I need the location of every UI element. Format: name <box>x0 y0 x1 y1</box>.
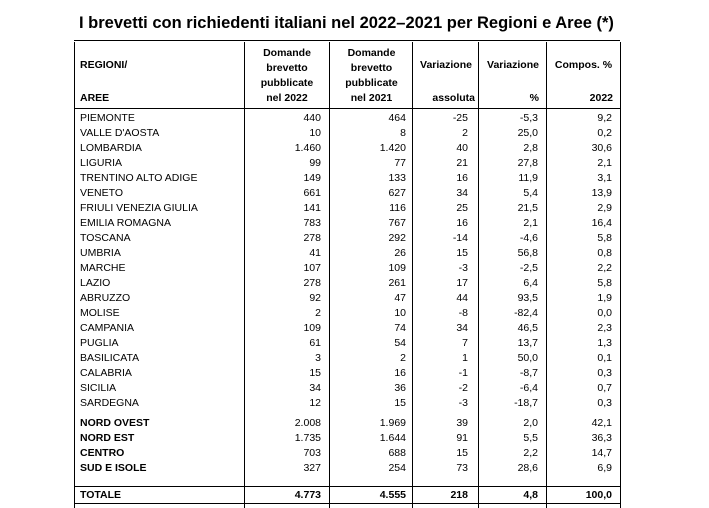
table-row <box>74 366 620 381</box>
header-line: pubblicate <box>345 77 398 89</box>
table-row <box>74 431 620 446</box>
total-d2022: 4.773 <box>294 489 321 501</box>
cell-abs: 34 <box>456 322 468 334</box>
cell-pct: 21,5 <box>517 202 538 214</box>
cell-pct: -82,4 <box>514 307 538 319</box>
cell-comp: 2,9 <box>597 202 612 214</box>
row-label: ABRUZZO <box>80 292 131 304</box>
header-regioni: REGIONI/ <box>80 59 128 71</box>
cell-abs: 25 <box>456 202 468 214</box>
row-label: LAZIO <box>80 277 111 289</box>
cell-pct: 50,0 <box>517 352 538 364</box>
table-row <box>74 416 620 431</box>
row-label: PIEMONTE <box>80 112 135 124</box>
cell-d2022: 99 <box>309 157 321 169</box>
row-label: NORD EST <box>80 432 135 444</box>
table-row <box>74 336 620 351</box>
cell-d2022: 92 <box>309 292 321 304</box>
cell-comp: 0,7 <box>597 382 612 394</box>
cell-abs: 40 <box>456 142 468 154</box>
cell-pct: -8,7 <box>519 367 538 379</box>
table-header <box>74 42 620 108</box>
table-row <box>74 246 620 261</box>
cell-pct: -4,6 <box>519 232 538 244</box>
cell-d2022: 61 <box>309 337 321 349</box>
cell-pct: 2,2 <box>523 447 538 459</box>
cell-pct: 27,8 <box>517 157 538 169</box>
cell-d2021: 26 <box>394 247 406 259</box>
cell-d2021: 77 <box>394 157 406 169</box>
cell-pct: 2,8 <box>523 142 538 154</box>
cell-abs: 1 <box>462 352 468 364</box>
table-row <box>74 171 620 186</box>
cell-d2022: 1.460 <box>294 142 321 154</box>
cell-abs: 73 <box>456 462 468 474</box>
row-label: UMBRIA <box>80 247 121 259</box>
cell-d2022: 783 <box>303 217 321 229</box>
header-line: nel 2021 <box>350 92 393 104</box>
row-label: MOLISE <box>80 307 120 319</box>
row-label: CALABRIA <box>80 367 132 379</box>
header-variazione-pct-bottom: % <box>529 92 539 104</box>
cell-comp: 3,1 <box>597 172 612 184</box>
cell-d2022: 41 <box>309 247 321 259</box>
header-line: Domande <box>347 47 396 59</box>
table-row <box>74 216 620 231</box>
total-bottom-border <box>74 503 620 504</box>
cell-comp: 0,0 <box>597 307 612 319</box>
row-label: MARCHE <box>80 262 126 274</box>
table-row <box>74 351 620 366</box>
cell-comp: 2,1 <box>597 157 612 169</box>
row-label: BASILICATA <box>80 352 140 364</box>
cell-d2021: 116 <box>389 202 406 214</box>
cell-abs: 39 <box>456 417 468 429</box>
header-variazione-pct-top: Variazione <box>487 59 539 71</box>
header-line: Domande <box>263 47 311 59</box>
cell-pct: 46,5 <box>517 322 538 334</box>
table-row <box>74 291 620 306</box>
col-border-right <box>620 42 621 508</box>
table-row <box>74 306 620 321</box>
cell-d2021: 10 <box>394 307 406 319</box>
cell-abs: 91 <box>456 432 468 444</box>
cell-d2022: 2.008 <box>294 417 321 429</box>
row-label: CAMPANIA <box>80 322 135 334</box>
row-label: LIGURIA <box>80 157 123 169</box>
table-row <box>74 461 620 476</box>
cell-abs: 15 <box>456 247 468 259</box>
cell-comp: 0,3 <box>597 367 612 379</box>
table-row <box>74 126 620 141</box>
total-pct: 4,8 <box>523 489 538 501</box>
cell-comp: 14,7 <box>591 447 612 459</box>
table-title: I brevetti con richiedenti italiani nel 2022–2021 per Regioni e Aree (*) <box>79 14 614 32</box>
row-label: NORD OVEST <box>80 417 150 429</box>
row-label: VALLE D'AOSTA <box>80 127 160 139</box>
total-abs: 218 <box>450 489 468 501</box>
table-row <box>74 396 620 411</box>
row-label: TRENTINO ALTO ADIGE <box>80 172 198 184</box>
table-row <box>74 156 620 171</box>
cell-d2022: 107 <box>303 262 321 274</box>
cell-abs: 17 <box>456 277 468 289</box>
cell-pct: 2,1 <box>523 217 538 229</box>
cell-pct: 25,0 <box>517 127 538 139</box>
cell-abs: 7 <box>462 337 468 349</box>
cell-d2021: 2 <box>400 352 406 364</box>
cell-abs: -8 <box>458 307 468 319</box>
cell-abs: 2 <box>462 127 468 139</box>
cell-abs: 44 <box>456 292 468 304</box>
header-compos-bottom: 2022 <box>589 92 613 104</box>
cell-comp: 0,8 <box>597 247 612 259</box>
cell-comp: 1,3 <box>597 337 612 349</box>
row-label: EMILIA ROMAGNA <box>80 217 172 229</box>
cell-d2021: 767 <box>388 217 406 229</box>
cell-d2022: 1.735 <box>294 432 321 444</box>
total-d2021: 4.555 <box>379 489 406 501</box>
header-variazione-assoluta-top: Variazione <box>420 59 472 71</box>
row-label: SICILIA <box>80 382 117 394</box>
table-row <box>74 201 620 216</box>
header-domande-2021 <box>330 46 413 106</box>
cell-abs: -3 <box>458 397 468 409</box>
cell-d2022: 3 <box>315 352 321 364</box>
header-line: brevetto <box>350 62 393 74</box>
cell-pct: 28,6 <box>517 462 538 474</box>
cell-d2022: 440 <box>303 112 321 124</box>
table-row <box>74 261 620 276</box>
table-top-border <box>74 40 620 41</box>
table-row <box>74 276 620 291</box>
cell-abs: 21 <box>456 157 468 169</box>
row-label: SUD E ISOLE <box>80 462 147 474</box>
cell-d2021: 8 <box>400 127 406 139</box>
cell-comp: 5,8 <box>597 232 612 244</box>
cell-abs: -14 <box>452 232 468 244</box>
cell-d2022: 149 <box>303 172 321 184</box>
cell-pct: 56,8 <box>517 247 538 259</box>
cell-comp: 0,1 <box>597 352 612 364</box>
header-aree: AREE <box>80 92 110 104</box>
cell-d2022: 661 <box>303 187 321 199</box>
row-label: FRIULI VENEZIA GIULIA <box>80 202 198 214</box>
cell-abs: -25 <box>452 112 468 124</box>
cell-d2021: 15 <box>394 397 406 409</box>
cell-comp: 0,3 <box>597 397 612 409</box>
cell-abs: -3 <box>458 262 468 274</box>
cell-pct: 6,4 <box>523 277 538 289</box>
cell-pct: 11,9 <box>518 172 538 184</box>
header-line: pubblicate <box>260 77 314 89</box>
cell-pct: 93,5 <box>517 292 538 304</box>
cell-d2021: 688 <box>388 447 406 459</box>
area-rows <box>74 416 620 476</box>
row-label: TOSCANA <box>80 232 131 244</box>
cell-d2021: 1.969 <box>379 417 406 429</box>
cell-d2021: 464 <box>388 112 406 124</box>
cell-pct: 2,0 <box>523 417 538 429</box>
total-row <box>74 488 620 503</box>
row-label: PUGLIA <box>80 337 119 349</box>
cell-d2022: 12 <box>309 397 321 409</box>
cell-d2021: 133 <box>388 172 406 184</box>
cell-abs: -1 <box>458 367 468 379</box>
cell-comp: 2,2 <box>597 262 612 274</box>
table-row <box>74 231 620 246</box>
cell-d2021: 627 <box>388 187 406 199</box>
cell-pct: -2,5 <box>519 262 538 274</box>
cell-d2022: 327 <box>303 462 321 474</box>
cell-d2022: 141 <box>303 202 321 214</box>
cell-comp: 16,4 <box>591 217 612 229</box>
row-label: LOMBARDIA <box>80 142 142 154</box>
total-label: TOTALE <box>80 489 122 501</box>
cell-d2022: 15 <box>309 367 321 379</box>
cell-pct: -6,4 <box>519 382 538 394</box>
table-row <box>74 186 620 201</box>
table-row <box>74 321 620 336</box>
cell-d2022: 10 <box>309 127 321 139</box>
cell-comp: 13,9 <box>591 187 612 199</box>
cell-d2021: 54 <box>394 337 406 349</box>
cell-pct: 13,7 <box>517 337 538 349</box>
table-row <box>74 111 620 126</box>
cell-d2021: 16 <box>394 367 406 379</box>
cell-comp: 42,1 <box>591 417 612 429</box>
cell-d2021: 254 <box>388 462 406 474</box>
cell-d2022: 2 <box>315 307 321 319</box>
cell-d2022: 109 <box>303 322 321 334</box>
header-line: nel 2022 <box>266 92 308 104</box>
header-variazione-assoluta-bottom: assoluta <box>432 92 475 104</box>
table-row <box>74 381 620 396</box>
header-bottom-border <box>74 108 620 109</box>
cell-d2022: 34 <box>309 382 321 394</box>
table-row <box>74 446 620 461</box>
cell-comp: 36,3 <box>591 432 612 444</box>
cell-comp: 1,9 <box>597 292 612 304</box>
cell-comp: 9,2 <box>597 112 612 124</box>
cell-d2021: 36 <box>394 382 406 394</box>
cell-d2021: 74 <box>394 322 406 334</box>
cell-d2021: 109 <box>388 262 406 274</box>
cell-d2022: 703 <box>303 447 321 459</box>
cell-abs: 16 <box>456 217 468 229</box>
cell-d2021: 1.420 <box>379 142 406 154</box>
cell-comp: 6,9 <box>597 462 612 474</box>
cell-comp: 30,6 <box>591 142 612 154</box>
header-domande-2022 <box>245 46 329 106</box>
cell-pct: 5,4 <box>523 187 538 199</box>
cell-pct: -5,3 <box>519 112 538 124</box>
cell-d2021: 292 <box>388 232 406 244</box>
cell-abs: 15 <box>456 447 468 459</box>
cell-abs: 34 <box>456 187 468 199</box>
header-line: brevetto <box>266 62 308 74</box>
cell-abs: -2 <box>458 382 468 394</box>
cell-abs: 16 <box>456 172 468 184</box>
cell-comp: 0,2 <box>597 127 612 139</box>
row-label: CENTRO <box>80 447 125 459</box>
cell-pct: -18,7 <box>514 397 538 409</box>
total-comp: 100,0 <box>585 489 612 501</box>
cell-comp: 2,3 <box>597 322 612 334</box>
cell-d2022: 278 <box>303 277 321 289</box>
region-rows <box>74 111 620 411</box>
cell-d2021: 261 <box>388 277 406 289</box>
cell-d2022: 278 <box>303 232 321 244</box>
cell-pct: 5,5 <box>523 432 538 444</box>
cell-d2021: 47 <box>394 292 406 304</box>
total-top-border <box>74 486 620 487</box>
table-row <box>74 141 620 156</box>
cell-d2021: 1.644 <box>379 432 406 444</box>
row-label: SARDEGNA <box>80 397 139 409</box>
cell-comp: 5,8 <box>597 277 612 289</box>
row-label: VENETO <box>80 187 123 199</box>
header-compos-top: Compos. % <box>554 59 613 71</box>
